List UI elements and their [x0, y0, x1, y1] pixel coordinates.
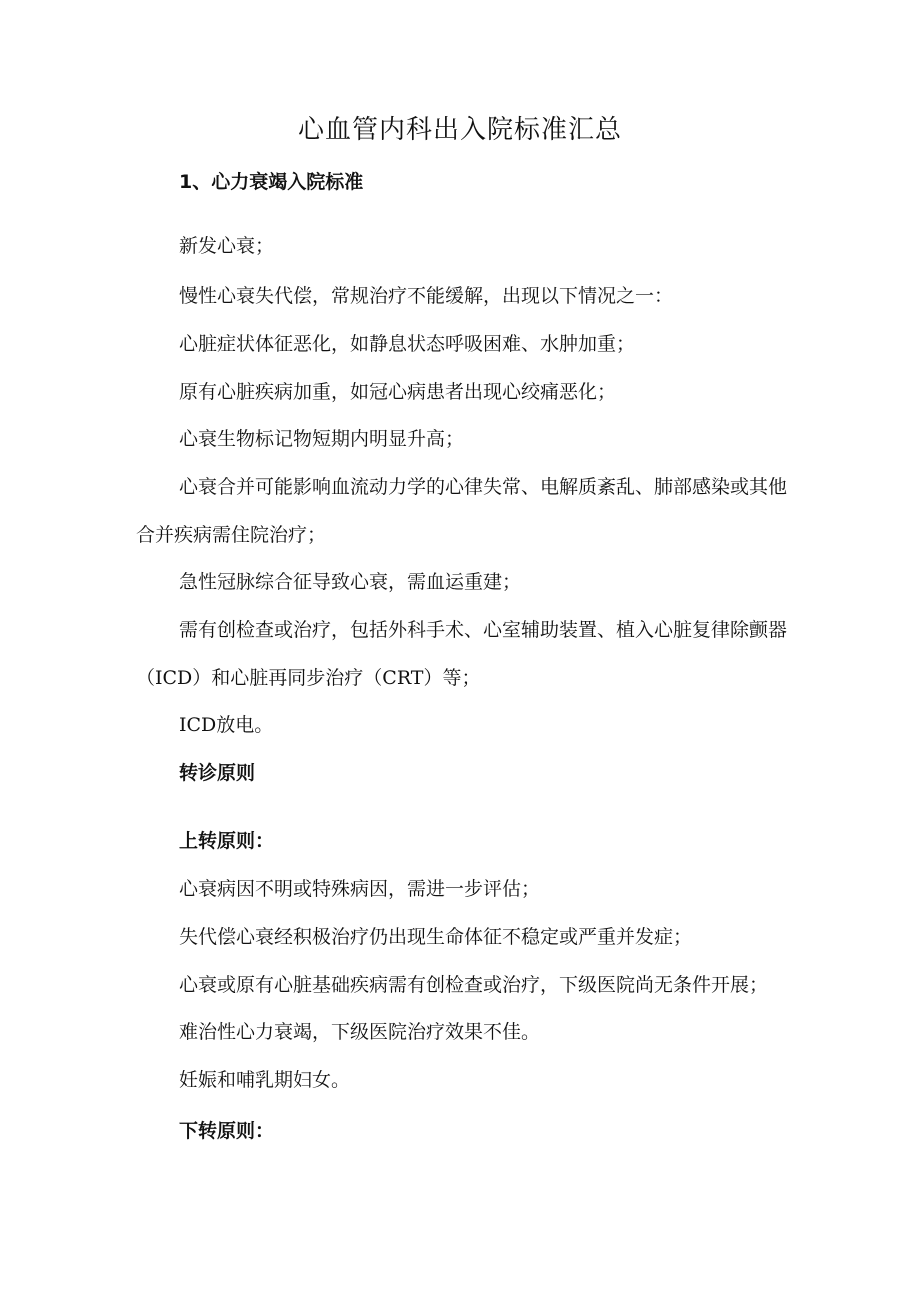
subheading-upward-referral: 上转原则：	[179, 830, 275, 852]
section-heading-heart-failure-admission: 1、心力衰竭入院标准	[179, 171, 364, 193]
admission-item-icd: ICD放电。	[179, 714, 274, 736]
admission-item: 心衰生物标记物短期内明显升高；	[179, 428, 465, 450]
upward-item: 妊娠和哺乳期妇女。	[179, 1069, 351, 1091]
subheading-downward-referral: 下转原则：	[179, 1120, 275, 1142]
admission-item-acs: 急性冠脉综合征导致心衰，需血运重建；	[179, 571, 522, 593]
section-heading-referral: 转诊原则	[179, 762, 256, 784]
upward-item: 失代偿心衰经积极治疗仍出现生命体征不稳定或严重并发症；	[179, 926, 693, 948]
document-title: 心血管内科出入院标准汇总	[297, 115, 622, 145]
upward-item: 心衰病因不明或特殊病因，需进一步评估；	[179, 878, 541, 900]
admission-item: 慢性心衰失代偿，常规治疗不能缓解，出现以下情况之一：	[179, 285, 674, 307]
admission-item: 新发心衰；	[179, 235, 275, 257]
admission-item-arrhythmia-line2: 合并疾病需住院治疗；	[136, 524, 327, 546]
admission-item-invasive-line1: 需有创检查或治疗，包括外科手术、心室辅助装置、植入心脏复律除颤器	[179, 619, 788, 641]
admission-item: 心脏症状体征恶化，如静息状态呼吸困难、水肿加重；	[179, 333, 636, 355]
admission-item-invasive-line2: （ICD）和心脏再同步治疗（CRT）等；	[136, 667, 481, 689]
admission-item: 原有心脏疾病加重，如冠心病患者出现心绞痛恶化；	[179, 381, 617, 403]
admission-item-arrhythmia-line1: 心衰合并可能影响血流动力学的心律失常、电解质紊乱、肺部感染或其他	[179, 476, 788, 498]
upward-item: 心衰或原有心脏基础疾病需有创检查或治疗，下级医院尚无条件开展；	[179, 974, 769, 996]
upward-item: 难治性心力衰竭，下级医院治疗效果不佳。	[179, 1021, 541, 1043]
